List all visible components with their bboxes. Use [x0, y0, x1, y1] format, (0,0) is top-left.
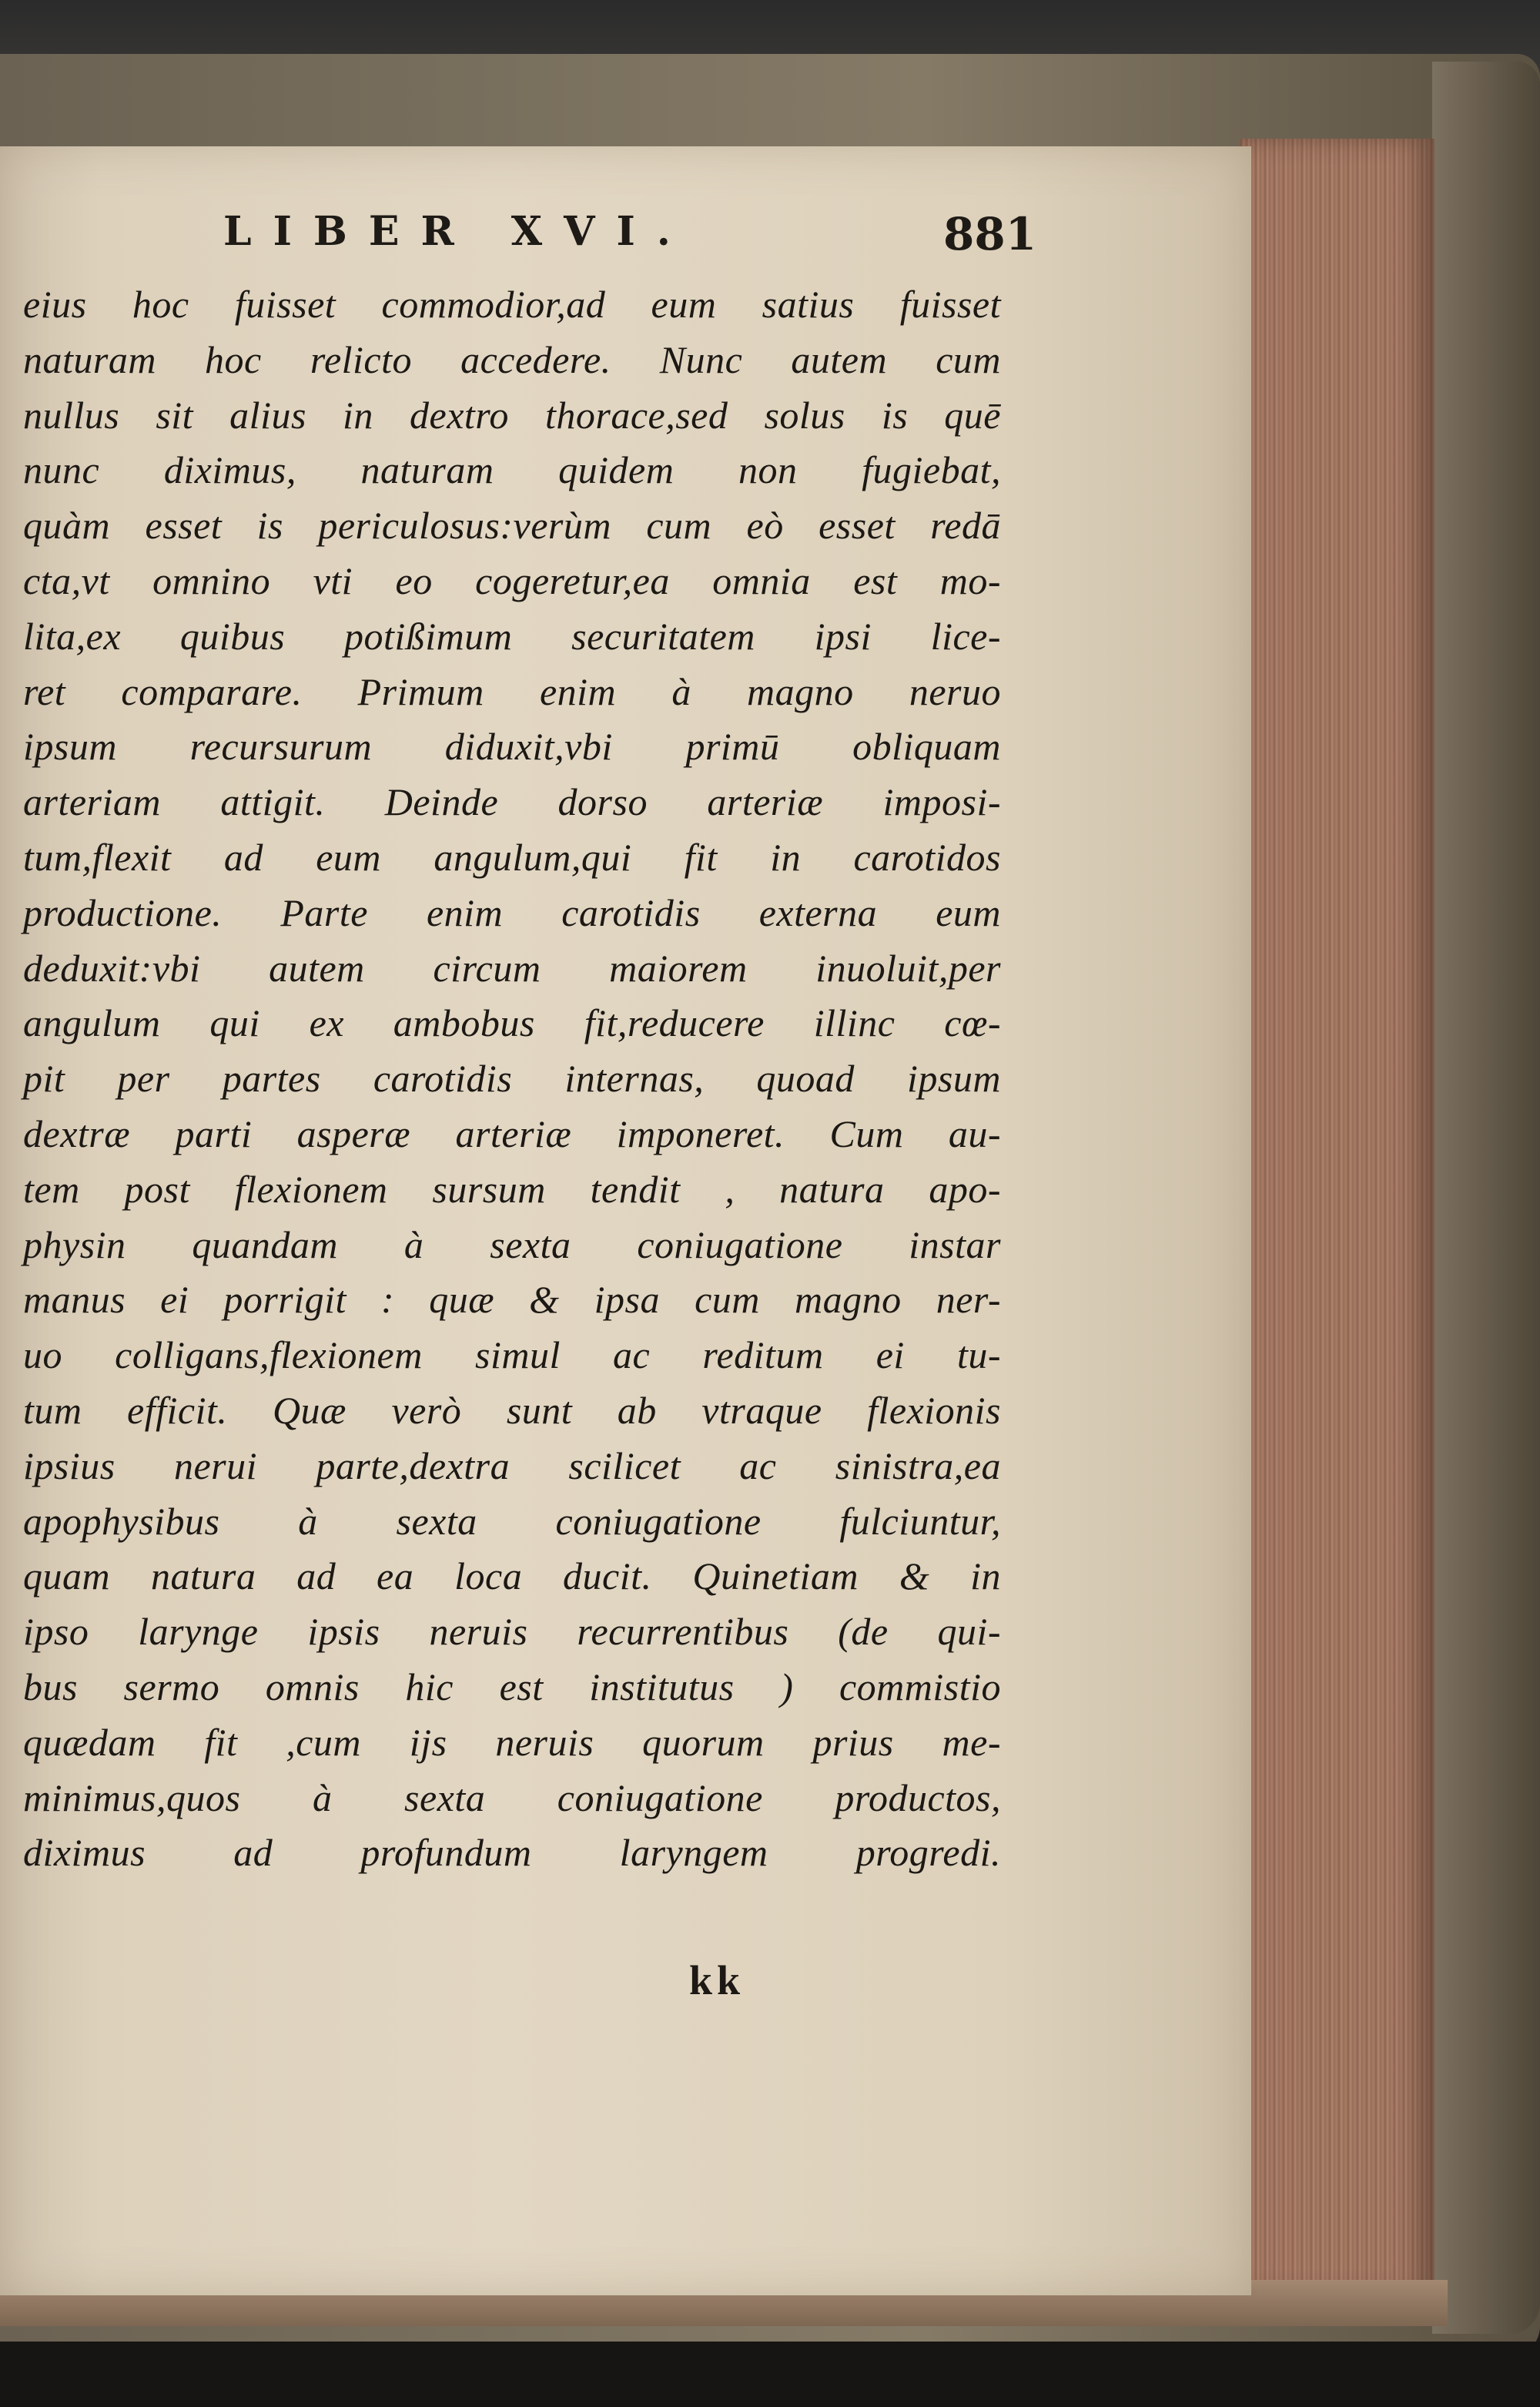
text-line: apophysibus à sexta coniugatione fulciuntur, — [23, 1499, 1001, 1543]
text-line: minimus,quos à sexta coniugatione productos, — [23, 1775, 1001, 1819]
background-bottom — [0, 2342, 1540, 2407]
cover-edge — [1432, 62, 1540, 2334]
text-line: nullus sit alius in dextro thorace,sed solus is quē — [23, 393, 1001, 437]
text-line: quàm esset is periculosus:verùm cum eò esset redā — [23, 504, 1001, 548]
text-line: quædam fit ,cum ijs neruis quorum prius me- — [23, 1720, 1001, 1764]
page-edges — [1240, 139, 1435, 2295]
text-line: naturam hoc relicto accedere. Nunc autem cum — [23, 337, 1001, 381]
text-line: bus sermo omnis hic est institutus ) commistio — [23, 1664, 1001, 1708]
text-line: tum,flexit ad eum angulum,qui fit in carotidos — [23, 835, 1001, 879]
text-line: diximus ad profundum laryngem progredi. — [23, 1831, 1001, 1875]
running-head: LIBER XVI. — [223, 208, 692, 255]
text-line: pit per partes carotidis internas, quoad ipsum — [23, 1057, 1001, 1101]
text-line: dextræ parti asperæ arteriæ imponeret. Cum au- — [23, 1111, 1001, 1155]
text-line: angulum qui ex ambobus fit,reducere illinc cœ- — [23, 1001, 1001, 1045]
signature-mark: kk — [689, 1957, 745, 2003]
text-line: lita,ex quibus potißimum securitatem ipsi lice- — [23, 614, 1001, 658]
text-line: tum efficit. Quæ verò sunt ab vtraque flexionis — [23, 1388, 1001, 1432]
page-number: 881 — [943, 208, 1037, 260]
text-line: ipsum recursurum diduxit,vbi primū obliquam — [23, 725, 1001, 769]
text-line: cta,vt omnino vti eo cogeretur,ea omnia est mo- — [23, 558, 1001, 602]
text-line: productione. Parte enim carotidis externa eum — [23, 890, 1001, 934]
text-line: ipsius nerui parte,dextra scilicet ac sinistra,ea — [23, 1443, 1001, 1487]
text-line: deduxit:vbi autem circum maiorem inuoluit,per — [23, 946, 1001, 990]
text-line: arteriam attigit. Deinde dorso arteriæ imposi- — [23, 780, 1001, 824]
text-line: eius hoc fuisset commodior,ad eum satius fuisset — [23, 283, 1001, 326]
text-line: tem post flexionem sursum tendit , natura apo- — [23, 1167, 1001, 1211]
text-line: quam natura ad ea loca ducit. Quinetiam & in — [23, 1554, 1001, 1598]
body-text — [23, 277, 1001, 1881]
text-line: ipso larynge ipsis neruis recurrentibus (de qui- — [23, 1610, 1001, 1654]
text-line: uo colligans,flexionem simul ac reditum ei tu- — [23, 1333, 1001, 1377]
text-line: ret comparare. Primum enim à magno neruo — [23, 669, 1001, 713]
text-line: physin quandam à sexta coniugatione instar — [23, 1222, 1001, 1266]
text-line: manus ei porrigit : quæ & ipsa cum magno ner- — [23, 1278, 1001, 1322]
text-line: nunc diximus, naturam quidem non fugiebat, — [23, 448, 1001, 492]
